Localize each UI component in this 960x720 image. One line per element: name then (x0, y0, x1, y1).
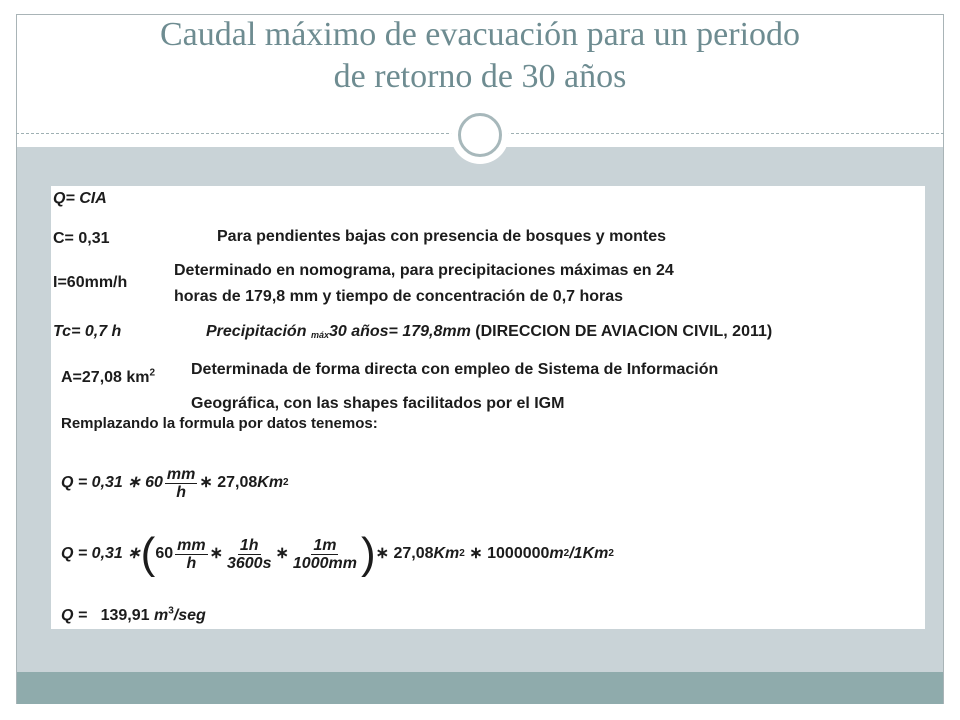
eq1-lhs: Q = 0,31 ∗ 60 (61, 474, 163, 491)
tc-precip-subscript: máx (310, 330, 329, 340)
formula-document-image (51, 186, 925, 629)
tc-precip-word: Precipitación (206, 323, 307, 340)
eq2-f3-den: 1000mm (292, 554, 357, 572)
eq2-f2-num: 1h (239, 536, 259, 554)
equation-1: Q = 0,31 ∗ 60 $\frac{mm}{h}$ ∗ 27,08 Km 2 (61, 465, 289, 501)
result-unit-exp: 3 (168, 605, 174, 617)
eq2-tail-3: /1 (569, 545, 583, 562)
eq2-fraction-1 (175, 537, 207, 572)
circle-ornament-icon (451, 106, 509, 164)
result-value: 139,91 (100, 607, 150, 624)
formula-line: Q= CIA (53, 190, 107, 207)
i-description-line-2: horas de 179,8 mm y tiempo de concentración de 0,7 horas (174, 288, 624, 305)
eq2-f1-num: mm (177, 536, 206, 554)
eq2-lhs: Q = 0,31 ∗ (61, 545, 141, 562)
result-unit: m (153, 607, 169, 624)
eq2-inner-start: 60 (155, 545, 174, 562)
i-label: I=60mm/h (53, 274, 128, 291)
result-lhs: Q = (61, 607, 88, 624)
eq2-f3-num: 1m (313, 536, 337, 554)
result-unit-rest: /seg (173, 607, 206, 624)
eq1-frac-den: h (176, 483, 187, 501)
eq2-f2-den: 3600s (226, 554, 272, 572)
result-line (61, 606, 206, 626)
a-description-line-1: Determinada de forma directa con empleo de Sistema de Información (191, 361, 719, 378)
eq2-tail-unit: Km (433, 545, 460, 562)
eq2-fraction-2 (225, 537, 274, 572)
eq2-tail-2-unit: m (549, 545, 564, 562)
tc-source: (DIRECCION DE AVIACION CIVIL, 2011) (475, 323, 773, 340)
tc-label: Tc= 0,7 h (53, 323, 122, 340)
a-label (61, 368, 155, 388)
eq2-f1-den: h (186, 554, 197, 572)
circle-ring (458, 113, 502, 157)
tc-precip-value: 30 años= 179,8mm (328, 323, 471, 340)
eq2-paren-open: ( (140, 529, 156, 578)
slide-title-line-1: Caudal máximo de evacuación para un periodo (159, 16, 801, 53)
slide-title-line-2: de retorno de 30 años (333, 58, 627, 95)
eq1-rhs-unit: Km (257, 474, 284, 491)
eq2-tail-3-unit: Km (582, 545, 609, 562)
a-description-line-2: Geográfica, con las shapes facilitados por el IGM (191, 395, 565, 412)
equation-2: Q = 0,31 ∗ ( 60 $\frac{mm}{h}$ ∗ $\frac{1h}{3600s}$ ∗ $\frac{1m}{1000mm}$ ) ∗ 27,08 Km 2 ∗ 1000000 m 2 /1 Km 2 (61, 529, 614, 578)
a-label-exp: 2 (149, 367, 156, 379)
eq2-op-2: ∗ (275, 545, 289, 562)
eq2-paren-close: ) (360, 529, 376, 578)
eq2-tail: ∗ 27,08 (375, 545, 434, 562)
a-label-text: A=27,08 km (61, 369, 150, 386)
eq2-tail-2: ∗ 1000000 (469, 545, 550, 562)
c-label: C= 0,31 (53, 230, 110, 247)
eq1-frac-num: mm (166, 465, 196, 483)
replace-text: Remplazando la formula por datos tenemos: (61, 415, 378, 432)
i-description-line-1: Determinado en nomograma, para precipitaciones máximas en 24 (174, 262, 674, 279)
eq2-fraction-3 (291, 537, 359, 572)
footer-band (17, 672, 943, 704)
eq1-fraction (165, 466, 197, 501)
tc-precipitation (206, 322, 772, 345)
eq1-rhs: ∗ 27,08 (199, 474, 258, 491)
c-description: Para pendientes bajas con presencia de bosques y montes (217, 228, 667, 245)
eq2-op-1: ∗ (209, 545, 223, 562)
